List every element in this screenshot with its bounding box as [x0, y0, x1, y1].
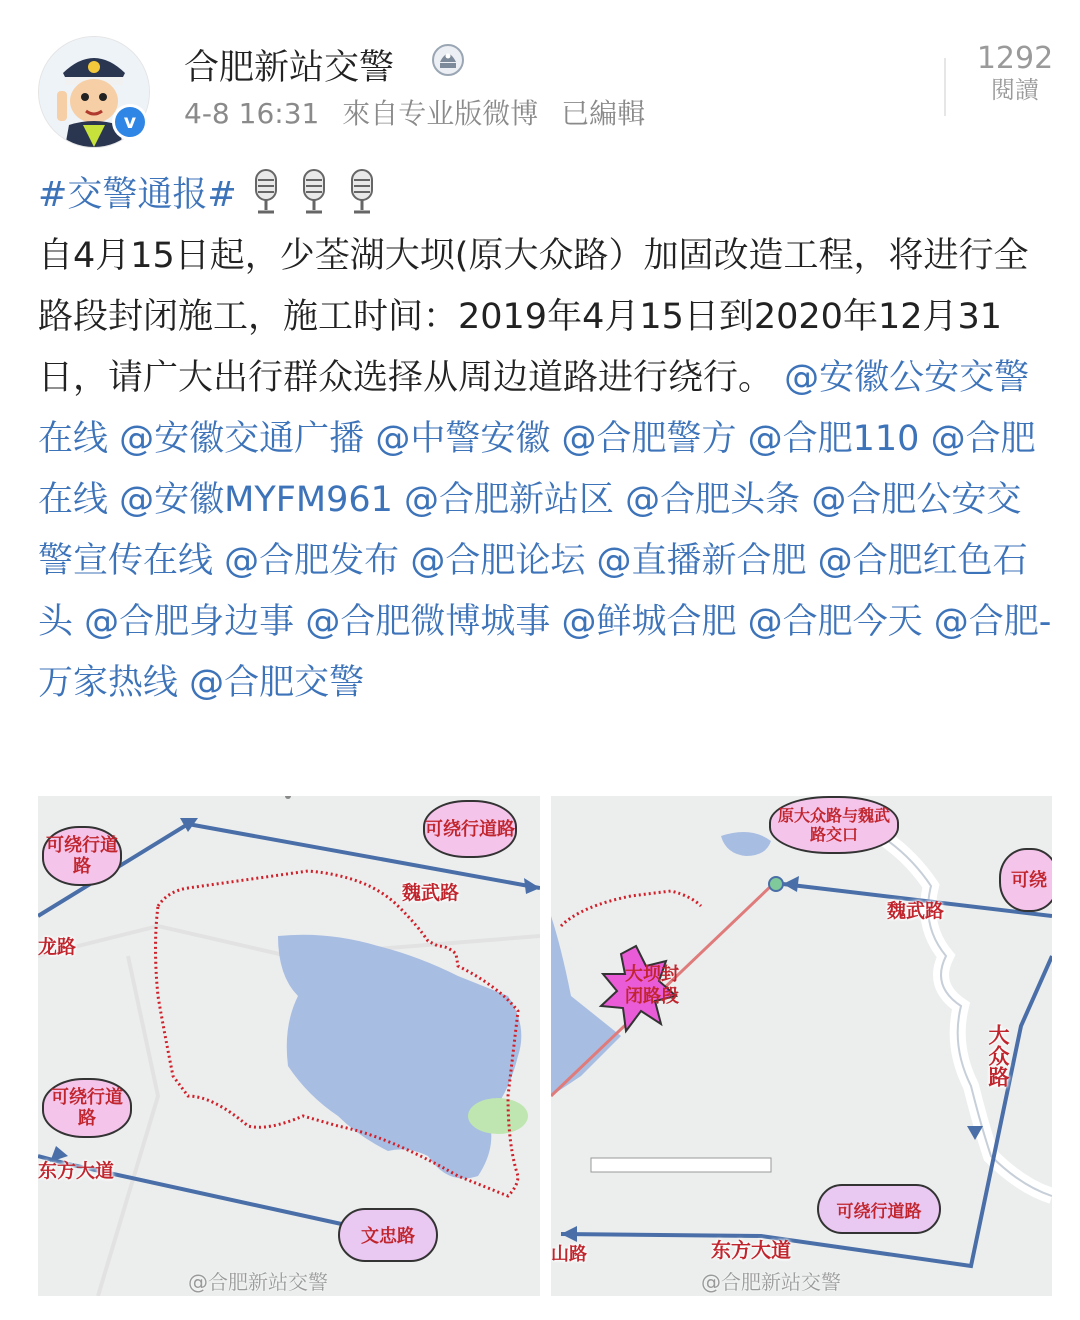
- verified-badge: [112, 104, 148, 140]
- mention-link[interactable]: @合肥身边事: [84, 602, 295, 642]
- microphone-icon: [295, 168, 333, 216]
- mention-link[interactable]: @安徽公安交警在线: [38, 358, 1030, 459]
- mention-link[interactable]: @鲜城合肥: [561, 602, 737, 642]
- mention-link[interactable]: @合肥红色石头: [38, 541, 1028, 642]
- post-body: 自4月15日起，少荃湖大坝(原大众路）加固改造工程，将进行全路段封闭施工，施工时间：2019年4月15日到2020年12月31日，请广大出行群众选择从周边道路进行绕行。: [38, 236, 1029, 398]
- road-label-dongfang: 东方大道: [711, 1238, 791, 1262]
- road-label-weiwu: 魏武路: [887, 900, 945, 922]
- mention-link[interactable]: @合肥发布: [224, 541, 400, 581]
- road-label-shan: 山路: [551, 1244, 587, 1265]
- divider: [944, 58, 946, 116]
- verified-v-icon: v: [115, 107, 145, 137]
- detour-cloud-right: 可绕: [999, 848, 1052, 912]
- mention-link[interactable]: @合肥头条: [625, 480, 801, 520]
- map-watermark: @合肥新站交警: [188, 1270, 328, 1294]
- mention-link[interactable]: @合肥今天: [747, 602, 923, 642]
- road-label-dazhong: 大众路: [986, 1024, 1010, 1087]
- mention-link[interactable]: @直播新合肥: [596, 541, 807, 581]
- road-label-weiwu: 魏武路: [402, 882, 460, 904]
- read-count-label: 閱讀: [991, 76, 1039, 104]
- detour-map-left[interactable]: [38, 796, 540, 1296]
- map-right-graphic: [551, 796, 1052, 1296]
- detour-cloud-top-right: 可绕行道路: [423, 800, 517, 858]
- mention-link[interactable]: @合肥微博城事: [305, 602, 551, 642]
- mention-link[interactable]: @合肥交警: [189, 663, 365, 703]
- mention-link[interactable]: @合肥110: [747, 419, 920, 459]
- junction-cloud: 原大众路与魏武路交口: [769, 796, 899, 854]
- detour-cloud-bottom-left: 可绕行道路: [42, 1078, 132, 1138]
- post-meta: [184, 92, 659, 132]
- road-label-dongfang: 东方大道: [38, 1160, 115, 1182]
- mention-link[interactable]: @合肥论坛: [410, 541, 586, 581]
- closure-label: 大坝封闭路段: [625, 964, 679, 1007]
- mention-link[interactable]: @合肥在线: [38, 419, 1036, 520]
- detour-cloud-top-left: 可绕行道路: [42, 826, 122, 886]
- mention-link[interactable]: @合肥公安交警宣传在线: [38, 480, 1022, 581]
- microphone-icon: [247, 168, 285, 216]
- mention-link[interactable]: @中警安徽: [375, 419, 551, 459]
- detour-map-right[interactable]: [551, 796, 1052, 1296]
- road-label-long: 龙路: [38, 936, 77, 958]
- post-time[interactable]: 4-8 16:31: [184, 97, 320, 130]
- mention-link[interactable]: @安徽MYFM961: [119, 480, 393, 520]
- username[interactable]: 合肥新站交警: [184, 48, 395, 88]
- post-source: 來自专业版微博: [342, 97, 539, 130]
- microphone-icon: [343, 168, 381, 216]
- mention-link[interactable]: @合肥-万家热线: [38, 602, 1052, 703]
- mention-link[interactable]: @安徽交通广播: [119, 419, 365, 459]
- hashtag-link[interactable]: #交警通报#: [38, 175, 237, 215]
- police-badge-icon: [430, 42, 466, 78]
- post-text: [38, 165, 1053, 714]
- read-count-number: 1292: [976, 41, 1054, 76]
- mention-link[interactable]: @合肥警方: [561, 419, 737, 459]
- detour-cloud-bottom: 可绕行道路: [817, 1184, 941, 1234]
- mention-link[interactable]: @合肥新站区: [404, 480, 615, 520]
- map-watermark: @合肥新站交警: [701, 1270, 841, 1294]
- road-label-wenzhong: 文忠路: [338, 1208, 438, 1262]
- read-count: [960, 42, 1070, 104]
- edited-label[interactable]: 已編輯: [561, 97, 646, 130]
